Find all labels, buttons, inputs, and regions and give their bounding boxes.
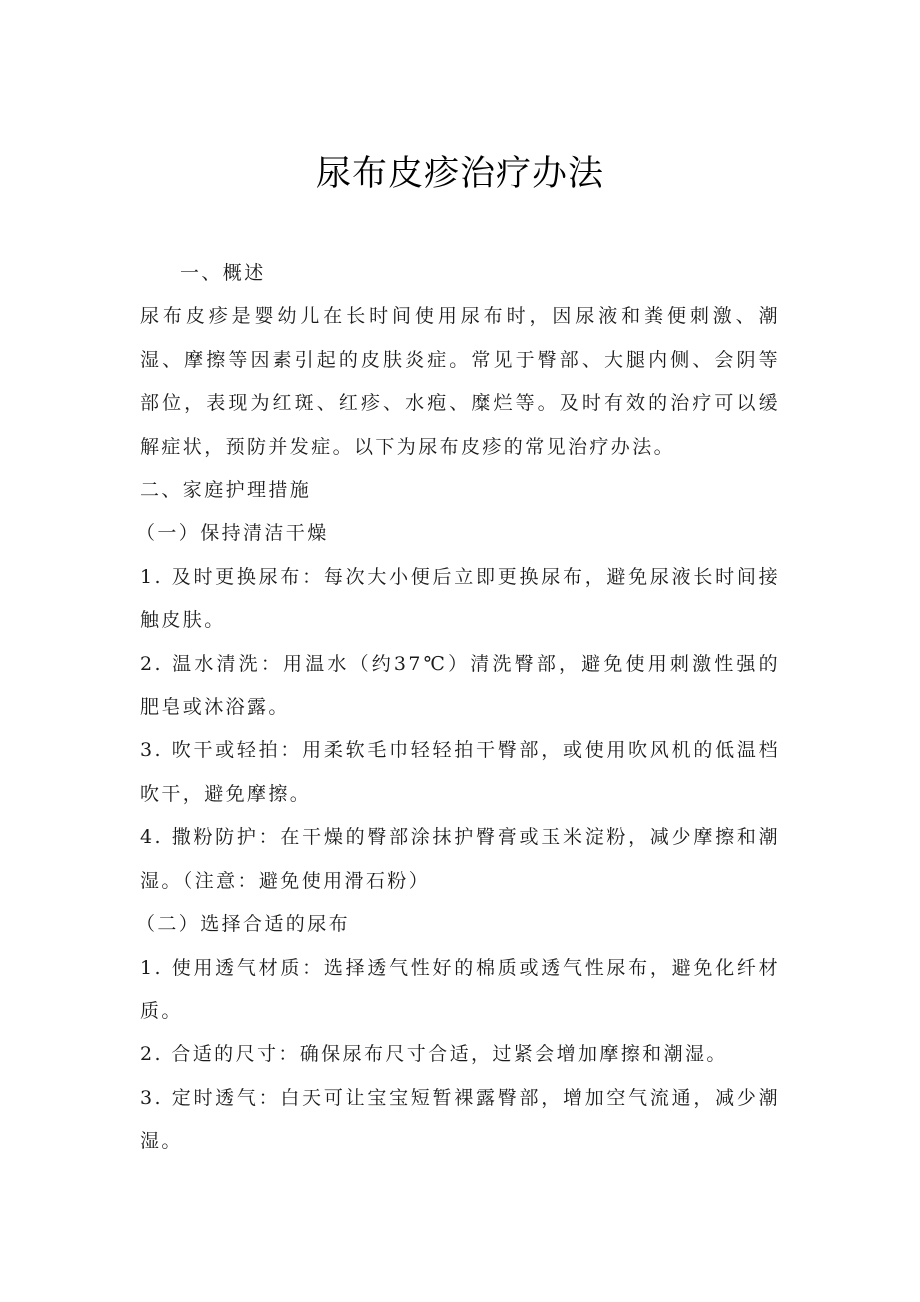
document-title: 尿布皮疹治疗办法 bbox=[315, 154, 604, 194]
list-item-breathable-material: 1. 使用透气材质：选择透气性好的棉质或透气性尿布，避免化纤材质。 bbox=[140, 956, 780, 1022]
list-item-dry-or-pat: 3. 吹干或轻拍：用柔软毛巾轻轻拍干臀部，或使用吹风机的低温档吹干，避免摩擦。 bbox=[140, 739, 780, 805]
list-item-warm-water-wash: 2. 温水清洗：用温水（约37℃）清洗臀部，避免使用刺激性强的肥皂或沐浴露。 bbox=[140, 652, 780, 719]
overview-paragraph: 尿布皮疹是婴幼儿在长时间使用尿布时，因尿液和粪便刺激、潮湿、摩擦等因素引起的皮肤炎症。常见于臀部、大腿内侧、会阴等部位，表现为红斑、红疹、水疱、糜烂等。及时有效的治疗可以缓解症状，预防并发症。以下为尿布皮疹的常见治疗办法。 bbox=[140, 305, 780, 458]
section-heading-home-care: 二、家庭护理措施 bbox=[140, 479, 312, 502]
list-item-change-diaper: 1. 及时更换尿布：每次大小便后立即更换尿布，避免尿液长时间接触皮肤。 bbox=[140, 565, 780, 632]
list-item-right-size: 2. 合适的尺寸：确保尿布尺寸合适，过紧会增加摩擦和潮湿。 bbox=[140, 1043, 728, 1066]
list-item-timed-airing: 3. 定时透气：白天可让宝宝短暂裸露臀部，增加空气流通，减少潮湿。 bbox=[140, 1086, 780, 1153]
section-heading-overview: 一、概述 bbox=[180, 262, 266, 284]
subsection-heading-keep-clean-dry: （一）保持清洁干燥 bbox=[136, 522, 329, 545]
subsection-heading-choose-diaper: （二）选择合适的尿布 bbox=[136, 913, 351, 936]
list-item-powder-protection: 4. 撒粉防护：在干燥的臀部涂抹护臀膏或玉米淀粉，减少摩擦和潮湿。（注意：避免使用滑石粉） bbox=[140, 826, 780, 892]
document-body bbox=[136, 252, 780, 1164]
